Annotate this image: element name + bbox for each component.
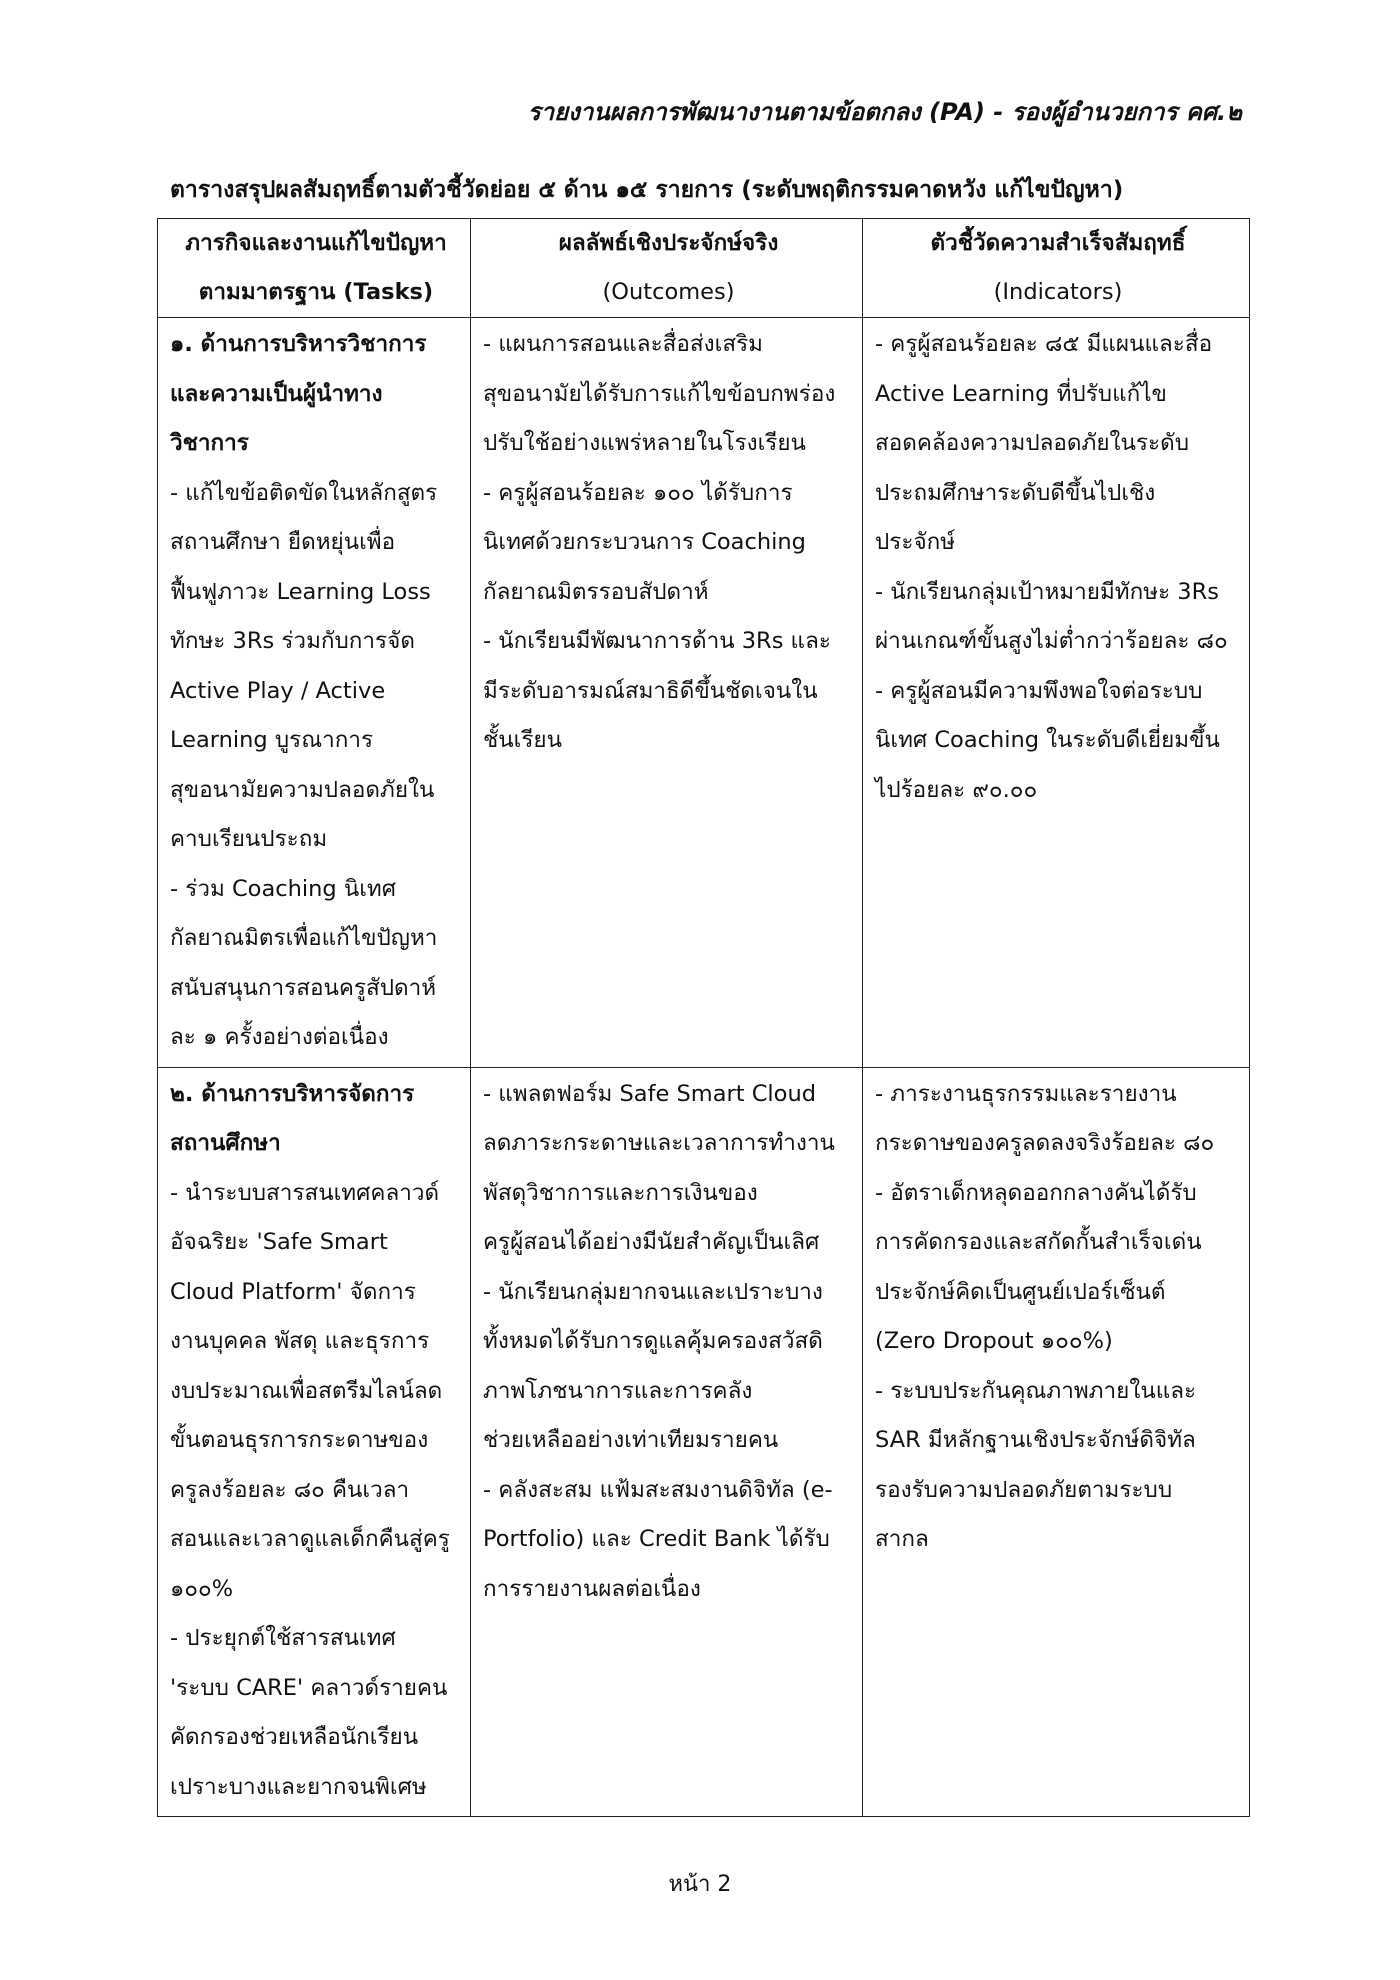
indicator-line: Active Learning ที่ปรับแก้ไข	[875, 380, 1167, 407]
task-line: ขั้นตอนธุรการกระดาษของ	[170, 1427, 429, 1453]
indicator-line: กระดาษของครูลดลงจริงร้อยละ ๘๐	[875, 1130, 1215, 1156]
indicator-line: ไปร้อยละ ๙๐.๐๐	[875, 776, 1038, 803]
task-line: สนับสนุนการสอนครูสัปดาห์	[170, 974, 437, 1001]
task-section-title: วิชาการ	[170, 430, 249, 456]
task-line: สถานศึกษา ยืดหยุ่นเพื่อ	[170, 529, 396, 555]
outcomes-cell	[471, 1067, 863, 1817]
indicators-cell	[863, 1067, 1250, 1817]
outcome-line: ภาพโภชนาการและการคลัง	[483, 1377, 753, 1404]
outcome-line: มีระดับอารมณ์สมาธิดีขึ้นชัดเจนใน	[483, 677, 818, 704]
outcome-line: Portfolio) และ Credit Bank ได้รับ	[483, 1526, 830, 1552]
indicator-line: ประจักษ์	[875, 529, 956, 555]
page-header-title: รายงานผลการพัฒนางานตามข้อตกลง (PA) - รองผู้อำนวยการ คศ.๒	[527, 98, 1242, 126]
indicator-line: SAR มีหลักฐานเชิงประจักษ์ดิจิทัล	[875, 1427, 1196, 1453]
tasks-cell	[158, 318, 471, 1068]
header-indicators-line: ตัวชี้วัดความสำเร็จสัมฤทธิ์	[930, 230, 1186, 256]
indicator-line: รองรับความปลอดภัยตามระบบ	[875, 1476, 1173, 1503]
indicator-line: นิเทศ Coaching ในระดับดีเยี่ยมขึ้น	[875, 727, 1220, 753]
task-line: งบประมาณเพื่อสตรีมไลน์ลด	[170, 1377, 443, 1404]
task-line: อัจฉริยะ 'Safe Smart	[170, 1229, 388, 1255]
task-section-title: และความเป็นผู้นำทาง	[170, 380, 383, 407]
header-indicators	[863, 219, 1250, 318]
task-line: - แก้ไขข้อติดขัดในหลักสูตร	[170, 479, 438, 506]
task-line: ครูลงร้อยละ ๘๐ คืนเวลา	[170, 1476, 410, 1503]
task-line: - ประยุกต์ใช้สารสนเทศ	[170, 1625, 396, 1651]
header-indicators-line: (Indicators)	[993, 279, 1123, 305]
indicator-line: (Zero Dropout ๑๐๐%)	[875, 1328, 1113, 1354]
indicator-line: - ระบบประกันคุณภาพภายในและ	[875, 1377, 1197, 1404]
task-line: - ร่วม Coaching นิเทศ	[170, 875, 396, 902]
indicator-line: - อัตราเด็กหลุดออกกลางคันได้รับ	[875, 1179, 1197, 1206]
indicator-line: ประจักษ์คิดเป็นศูนย์เปอร์เซ็นต์	[875, 1278, 1166, 1305]
outcome-line: - นักเรียนกลุ่มยากจนและเปราะบาง	[483, 1278, 823, 1305]
indicator-line: การคัดกรองและสกัดกั้นสำเร็จเด่น	[875, 1229, 1202, 1255]
outcome-line: - คลังสะสม แฟ้มสะสมงานดิจิทัล (e-	[483, 1476, 833, 1503]
header-outcomes-line: ผลลัพธ์เชิงประจักษ์จริง	[558, 230, 779, 256]
outcome-line: นิเทศด้วยกระบวนการ Coaching	[483, 529, 806, 555]
task-section-title: ๒. ด้านการบริหารจัดการ	[170, 1080, 415, 1107]
indicator-line: สอดคล้องความปลอดภัยในระดับ	[875, 430, 1189, 456]
indicator-line: - ภาระงานธุรกรรมและรายงาน	[875, 1080, 1177, 1107]
task-line: - นำระบบสารสนเทศคลาวด์	[170, 1179, 440, 1206]
task-line: ฟื้นฟูภาวะ Learning Loss	[170, 578, 431, 605]
task-section-title: สถานศึกษา	[170, 1130, 281, 1156]
outcome-line: ครูผู้สอนได้อย่างมีนัยสำคัญเป็นเลิศ	[483, 1229, 820, 1255]
outcome-line: - แผนการสอนและสื่อส่งเสริม	[483, 331, 763, 357]
header-tasks-line: ตามมาตรฐาน (Tasks)	[198, 279, 434, 305]
outcomes-cell	[471, 318, 863, 1068]
outcome-line: กัลยาณมิตรรอบสัปดาห์	[483, 578, 709, 605]
outcome-line: - ครูผู้สอนร้อยละ ๑๐๐ ได้รับการ	[483, 479, 793, 506]
outcome-line: - แพลตฟอร์ม Safe Smart Cloud	[483, 1080, 816, 1107]
table-row	[158, 1067, 1250, 1817]
indicator-line: - ครูผู้สอนร้อยละ ๘๕ มีแผนและสื่อ	[875, 331, 1213, 357]
task-line: Cloud Platform' จัดการ	[170, 1278, 416, 1305]
task-section-title: ๑. ด้านการบริหารวิชาการ	[170, 331, 427, 357]
table-caption: ตารางสรุปผลสัมฤทธิ์ตามตัวชี้วัดย่อย ๕ ด้าน ๑๕ รายการ (ระดับพฤติกรรมคาดหวัง แก้ไขปัญหา)	[170, 177, 1124, 203]
task-line: ๑๐๐%	[170, 1575, 234, 1602]
task-line: ละ ๑ ครั้งอย่างต่อเนื่อง	[170, 1024, 389, 1050]
indicator-line: - นักเรียนกลุ่มเป้าหมายมีทักษะ 3Rs	[875, 578, 1219, 605]
indicator-line: ผ่านเกณฑ์ขั้นสูงไม่ต่ำกว่าร้อยละ ๘๐	[875, 628, 1228, 654]
task-line: Active Play / Active	[170, 677, 386, 704]
header-outcomes-line: (Outcomes)	[602, 279, 735, 305]
header-tasks	[158, 219, 471, 318]
task-line: 'ระบบ CARE' คลาวด์รายคน	[170, 1674, 448, 1701]
table-row	[158, 318, 1250, 1068]
task-line: สุขอนามัยความปลอดภัยใน	[170, 776, 435, 803]
tasks-cell	[158, 1067, 471, 1817]
header-tasks-line: ภารกิจและงานแก้ไขปัญหา	[185, 230, 447, 256]
table-header-row	[158, 219, 1250, 318]
outcome-line: ช่วยเหลืออย่างเท่าเทียมรายคน	[483, 1427, 779, 1453]
outcome-line: - นักเรียนมีพัฒนาการด้าน 3Rs และ	[483, 628, 831, 654]
outcome-line: สุขอนามัยได้รับการแก้ไขข้อบกพร่อง	[483, 380, 836, 407]
outcome-line: การรายงานผลต่อเนื่อง	[483, 1575, 701, 1602]
outcome-line: ชั้นเรียน	[483, 727, 562, 753]
page-number: หน้า 2	[668, 1872, 732, 1897]
outcome-line: พัสดุวิชาการและการเงินของ	[483, 1179, 758, 1206]
pa-summary-table	[157, 218, 1250, 1817]
outcome-line: ทั้งหมดได้รับการดูแลคุ้มครองสวัสดิ	[483, 1328, 823, 1354]
indicators-cell	[863, 318, 1250, 1068]
header-outcomes	[471, 219, 863, 318]
task-line: คัดกรองช่วยเหลือนักเรียน	[170, 1724, 419, 1750]
task-line: งานบุคคล พัสดุ และธุรการ	[170, 1328, 430, 1354]
indicator-line: - ครูผู้สอนมีความพึงพอใจต่อระบบ	[875, 677, 1203, 704]
outcome-line: ปรับใช้อย่างแพร่หลายในโรงเรียน	[483, 430, 806, 456]
indicator-line: ประถมศึกษาระดับดีขึ้นไปเชิง	[875, 479, 1156, 506]
outcome-line: ลดภาระกระดาษและเวลาการทำงาน	[483, 1130, 835, 1156]
task-line: สอนและเวลาดูแลเด็กคืนสู่ครู	[170, 1526, 450, 1552]
task-line: ทักษะ 3Rs ร่วมกับการจัด	[170, 628, 415, 654]
task-line: Learning บูรณาการ	[170, 727, 374, 753]
task-line: กัลยาณมิตรเพื่อแก้ไขปัญหา	[170, 925, 438, 951]
task-line: เปราะบางและยากจนพิเศษ	[170, 1773, 427, 1800]
task-line: คาบเรียนประถม	[170, 826, 328, 852]
indicator-line: สากล	[875, 1526, 929, 1552]
